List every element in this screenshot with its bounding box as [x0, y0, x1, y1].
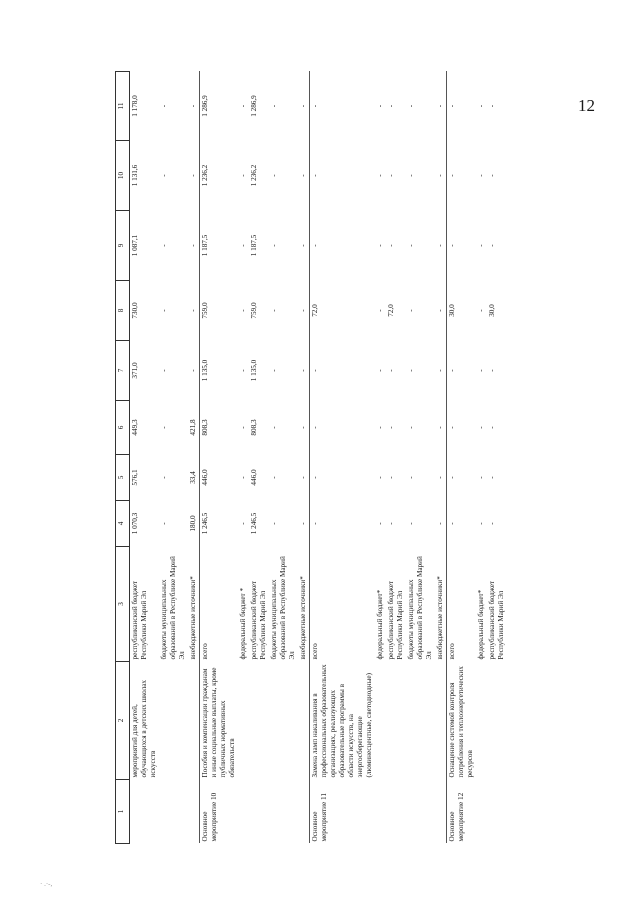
- page-number: 12: [578, 96, 595, 115]
- value-cell: -: [387, 476, 395, 479]
- value-cell: -: [488, 104, 496, 108]
- value-cell: 576,1: [131, 469, 139, 486]
- value-cell: -: [270, 369, 278, 372]
- value-cell: 449,3: [131, 419, 139, 436]
- value-cell: -: [477, 104, 485, 108]
- value-cell: -: [488, 476, 496, 479]
- column-header-6: 6: [116, 401, 130, 455]
- table-body: [130, 72, 508, 844]
- table-row: [188, 72, 200, 844]
- value-cell: -: [436, 104, 444, 108]
- table-row: [447, 72, 477, 844]
- value-cell: 1 246,5: [250, 512, 258, 535]
- value-cell: -: [407, 476, 415, 479]
- column-number-row: [116, 72, 130, 844]
- activity-description-cell: [249, 662, 269, 780]
- value-cell: 1 131,6: [131, 164, 139, 187]
- value-cell: -: [160, 476, 168, 479]
- value-cell: 30,0: [488, 304, 496, 317]
- value-cell: -: [407, 426, 415, 429]
- value-cell: 1 286,9: [200, 72, 239, 141]
- value-cell: -: [436, 476, 444, 479]
- value-cell: -: [189, 369, 197, 372]
- value-cell: 1 246,5: [200, 501, 239, 547]
- funding-source-cell: внебюджетные источники*: [299, 576, 307, 660]
- value-cell: 421,8: [189, 419, 197, 436]
- funding-source-cell: республиканский бюджет Республики Марий Эл: [488, 580, 505, 660]
- activity-name-cell: [269, 780, 298, 844]
- value-cell: -: [270, 476, 278, 479]
- column-header-1: 1: [116, 780, 130, 844]
- table-row: [487, 72, 507, 844]
- value-cell: -: [407, 369, 415, 372]
- value-cell: 180,0: [189, 515, 197, 532]
- value-cell: -: [376, 369, 384, 372]
- value-cell: -: [160, 174, 168, 177]
- value-cell: 33,4: [189, 471, 197, 484]
- column-header-9: 9: [116, 211, 130, 281]
- value-cell: -: [239, 244, 247, 247]
- activity-description-cell: [386, 662, 406, 780]
- activity-name-cell: [476, 780, 487, 844]
- value-cell: -: [407, 174, 415, 177]
- value-cell: -: [160, 309, 168, 312]
- value-cell: -: [376, 244, 384, 247]
- budget-table: [115, 71, 507, 844]
- activity-name-cell: [249, 780, 269, 844]
- activity-description-cell: мероприятий для детей, обучающихся в детских школах искусств: [131, 679, 157, 778]
- value-cell: -: [160, 104, 168, 108]
- value-cell: -: [239, 426, 247, 429]
- budget-table-container: [115, 72, 580, 844]
- table-row: [200, 72, 239, 844]
- value-cell: 1 135,0: [250, 359, 258, 382]
- value-cell: -: [436, 309, 444, 312]
- column-header-4: 4: [116, 501, 130, 547]
- value-cell: 1 187,5: [250, 234, 258, 257]
- value-cell: 446,0: [200, 455, 239, 501]
- value-cell: -: [477, 426, 485, 429]
- table-row: [375, 72, 386, 844]
- value-cell: -: [436, 369, 444, 372]
- value-cell: 759,0: [200, 281, 239, 341]
- value-cell: 1 178,0: [131, 95, 139, 117]
- funding-source-cell: федеральный бюджет*: [376, 589, 384, 660]
- value-cell: -: [477, 476, 485, 479]
- table-row: [476, 72, 487, 844]
- value-cell: 1 070,3: [131, 512, 139, 535]
- activity-name-cell: [487, 780, 507, 844]
- value-cell: 72,0: [310, 281, 376, 341]
- column-header-7: 7: [116, 341, 130, 401]
- value-cell: 30,0: [447, 281, 477, 341]
- activity-description-cell: [298, 662, 310, 780]
- value-cell: 759,0: [250, 302, 258, 319]
- value-cell: -: [447, 341, 477, 401]
- value-cell: -: [387, 369, 395, 372]
- value-cell: -: [436, 426, 444, 429]
- activity-description-cell: [269, 662, 298, 780]
- column-header-3: 3: [116, 547, 130, 662]
- value-cell: -: [239, 309, 247, 312]
- value-cell: -: [189, 244, 197, 247]
- value-cell: -: [488, 426, 496, 429]
- value-cell: -: [407, 309, 415, 312]
- value-cell: 1 187,5: [200, 211, 239, 281]
- value-cell: -: [270, 522, 278, 525]
- value-cell: -: [310, 141, 376, 211]
- table-row: [406, 72, 435, 844]
- activity-description-cell: [406, 662, 435, 780]
- funding-source-cell: всего: [310, 547, 376, 662]
- value-cell: 371,0: [131, 362, 139, 379]
- value-cell: -: [387, 244, 395, 247]
- value-cell: -: [270, 426, 278, 429]
- activity-description-cell: [435, 662, 447, 780]
- activity-name-cell: [435, 780, 447, 844]
- value-cell: 1 236,2: [200, 141, 239, 211]
- value-cell: -: [488, 244, 496, 247]
- activity-name-cell: Основное мероприятие 11: [310, 780, 376, 844]
- value-cell: -: [299, 309, 307, 312]
- value-cell: -: [299, 369, 307, 372]
- activity-name-cell: [298, 780, 310, 844]
- value-cell: 446,0: [250, 469, 258, 486]
- value-cell: -: [387, 522, 395, 525]
- funding-source-cell: федеральный бюджет*: [477, 589, 485, 660]
- table-row: [130, 72, 160, 844]
- value-cell: -: [376, 522, 384, 525]
- value-cell: -: [299, 244, 307, 247]
- value-cell: 1 236,2: [250, 164, 258, 187]
- value-cell: -: [477, 244, 485, 247]
- activity-name-cell: Основное мероприятие 10: [200, 780, 239, 844]
- value-cell: -: [160, 522, 168, 525]
- value-cell: -: [189, 309, 197, 312]
- value-cell: -: [299, 104, 307, 108]
- value-cell: -: [160, 426, 168, 429]
- funding-source-cell: всего: [447, 547, 477, 662]
- budget-table-rotated: [115, 72, 580, 844]
- funding-source-cell: всего: [200, 547, 239, 662]
- activity-name-cell: [188, 780, 200, 844]
- funding-source-cell: федеральный бюджет *: [239, 587, 247, 660]
- value-cell: -: [270, 244, 278, 247]
- value-cell: 730,0: [131, 302, 139, 319]
- value-cell: -: [447, 211, 477, 281]
- value-cell: -: [299, 426, 307, 429]
- value-cell: 1 087,1: [131, 234, 139, 257]
- activity-description-cell: [238, 662, 249, 780]
- value-cell: -: [447, 501, 477, 547]
- activity-description-cell: Оснащение системой контроля потребления и теплоэнергетических ресурсов: [447, 662, 477, 780]
- activity-name-cell: [406, 780, 435, 844]
- value-cell: -: [160, 244, 168, 247]
- value-cell: -: [376, 309, 384, 312]
- activity-description-cell: Пособия и компенсации гражданам и иные социальные выплаты, кроме публичных нормативных обязательств: [200, 662, 239, 780]
- activity-name-cell: Основное мероприятие 12: [447, 780, 477, 844]
- value-cell: -: [160, 369, 168, 372]
- value-cell: -: [447, 401, 477, 455]
- value-cell: 808,3: [200, 401, 239, 455]
- value-cell: -: [239, 522, 247, 525]
- value-cell: -: [310, 72, 376, 141]
- activity-name-cell: [375, 780, 386, 844]
- table-row: [386, 72, 406, 844]
- value-cell: -: [189, 104, 197, 108]
- activity-name-cell: [386, 780, 406, 844]
- value-cell: -: [407, 104, 415, 108]
- column-header-10: 10: [116, 141, 130, 211]
- funding-source-cell: внебюджетные источники*: [436, 576, 444, 660]
- value-cell: -: [387, 174, 395, 177]
- funding-source-cell: республиканский бюджет Республики Марий Эл: [250, 580, 267, 660]
- value-cell: -: [376, 104, 384, 108]
- activity-name-cell: [159, 780, 188, 844]
- value-cell: -: [407, 522, 415, 525]
- value-cell: -: [299, 174, 307, 177]
- value-cell: 72,0: [387, 304, 395, 317]
- funding-source-cell: бюджеты муниципальных образований в Республике Марий Эл: [407, 556, 433, 660]
- value-cell: -: [189, 174, 197, 177]
- value-cell: -: [239, 476, 247, 479]
- table-row: [435, 72, 447, 844]
- activity-name-cell: [238, 780, 249, 844]
- funding-source-cell: республиканский бюджет Республики Марий Эл: [131, 580, 148, 660]
- value-cell: -: [477, 309, 485, 312]
- funding-source-cell: внебюджетные источники*: [189, 576, 197, 660]
- value-cell: -: [270, 104, 278, 108]
- value-cell: -: [239, 104, 247, 108]
- table-row: [298, 72, 310, 844]
- value-cell: -: [310, 211, 376, 281]
- value-cell: -: [270, 309, 278, 312]
- value-cell: -: [239, 174, 247, 177]
- activity-description-cell: [375, 662, 386, 780]
- value-cell: -: [376, 426, 384, 429]
- activity-description-cell: [476, 662, 487, 780]
- value-cell: -: [299, 476, 307, 479]
- column-header-8: 8: [116, 281, 130, 341]
- value-cell: -: [310, 401, 376, 455]
- value-cell: -: [477, 174, 485, 177]
- funding-source-cell: бюджеты муниципальных образований в Республике Марий Эл: [270, 556, 296, 660]
- value-cell: -: [310, 341, 376, 401]
- activity-description-cell: [188, 662, 200, 780]
- column-header-11: 11: [116, 72, 130, 141]
- value-cell: -: [299, 522, 307, 525]
- column-header-5: 5: [116, 455, 130, 501]
- activity-description-cell: [159, 662, 188, 780]
- value-cell: 808,3: [250, 419, 258, 436]
- value-cell: 1 286,9: [250, 95, 258, 117]
- table-row: [269, 72, 298, 844]
- activity-description-cell: [487, 662, 507, 780]
- value-cell: -: [310, 455, 376, 501]
- activity-name-cell: [130, 780, 160, 844]
- value-cell: -: [477, 522, 485, 525]
- value-cell: 1 135,0: [200, 341, 239, 401]
- value-cell: -: [376, 476, 384, 479]
- value-cell: -: [447, 72, 477, 141]
- value-cell: -: [488, 369, 496, 372]
- value-cell: -: [376, 174, 384, 177]
- value-cell: -: [447, 141, 477, 211]
- value-cell: -: [477, 369, 485, 372]
- value-cell: -: [436, 522, 444, 525]
- table-row: [249, 72, 269, 844]
- table-row: [159, 72, 188, 844]
- value-cell: -: [488, 522, 496, 525]
- value-cell: -: [310, 501, 376, 547]
- activity-description-cell: Замена ламп накаливания в профессиональных образовательных организациях, реализующих образовательные программы в области искусств, на энергосберегающие (люминесцентные, светодиодные): [310, 662, 376, 780]
- funding-source-cell: республиканский бюджет Республики Марий Эл: [387, 580, 404, 660]
- value-cell: -: [436, 244, 444, 247]
- value-cell: -: [407, 244, 415, 247]
- table-row: [310, 72, 376, 844]
- table-row: [238, 72, 249, 844]
- value-cell: -: [447, 455, 477, 501]
- value-cell: -: [488, 174, 496, 177]
- value-cell: -: [387, 426, 395, 429]
- margin-mark: · .·-,: [40, 880, 53, 888]
- value-cell: -: [436, 174, 444, 177]
- value-cell: -: [270, 174, 278, 177]
- column-header-2: 2: [116, 662, 130, 780]
- value-cell: -: [239, 369, 247, 372]
- funding-source-cell: бюджеты муниципальных образований в Республике Марий Эл: [160, 556, 186, 660]
- value-cell: -: [387, 104, 395, 108]
